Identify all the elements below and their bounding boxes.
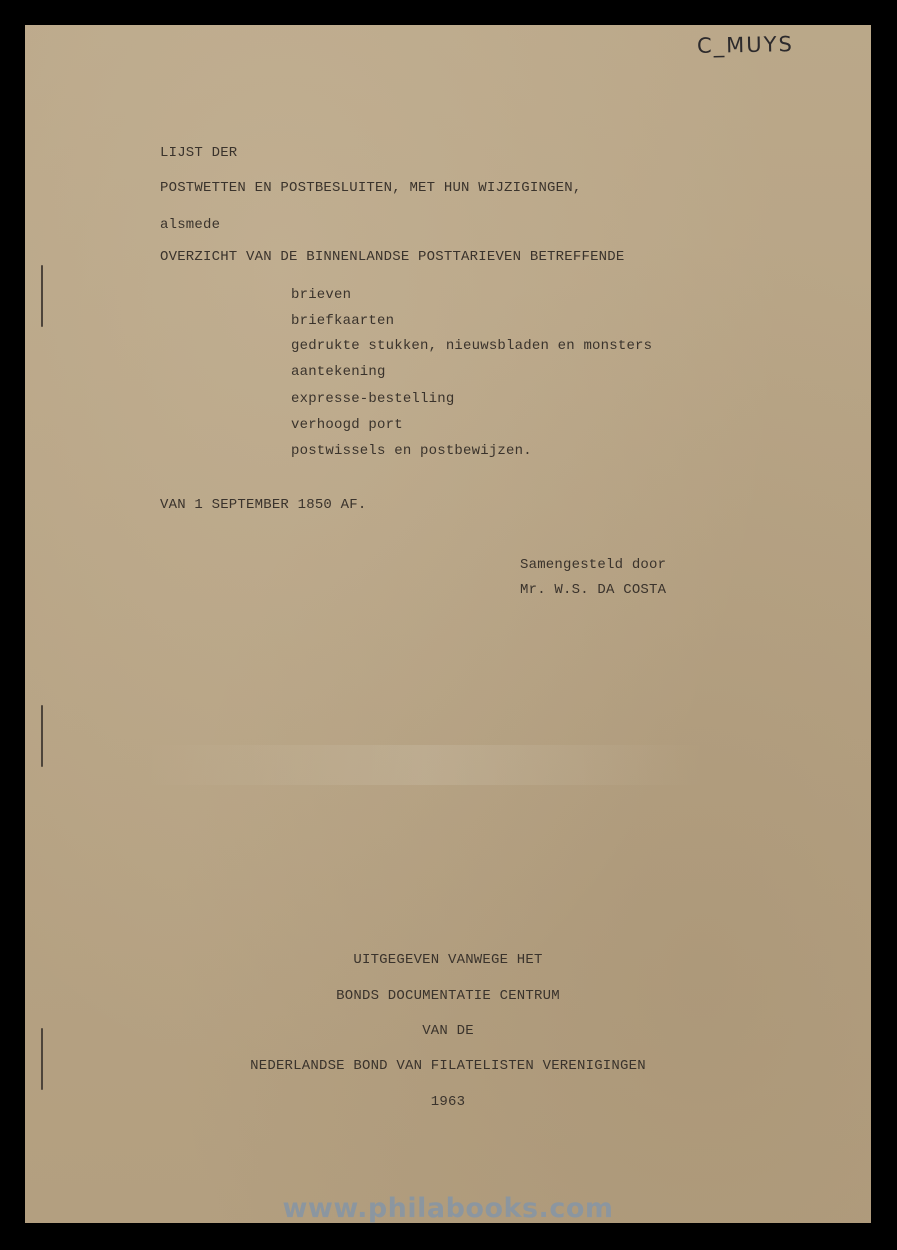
- publisher-line-3: VAN DE: [422, 1023, 474, 1039]
- title-line-2: POSTWETTEN EN POSTBESLUITEN, MET HUN WIJZIGINGEN,: [160, 180, 582, 196]
- compiler-label: Samengesteld door: [520, 557, 667, 573]
- binding-staple-middle: [41, 705, 43, 767]
- document-cover-page: [25, 25, 871, 1223]
- list-item: briefkaarten: [291, 313, 395, 329]
- title-line-4: OVERZICHT VAN DE BINNENLANDSE POSTTARIEVEN BETREFFENDE: [160, 249, 625, 265]
- binding-staple-top: [41, 265, 43, 327]
- handwritten-owner-name: C_MUYS: [696, 32, 795, 58]
- title-line-3: alsmede: [160, 217, 221, 233]
- publisher-line-2: BONDS DOCUMENTATIE CENTRUM: [336, 988, 560, 1004]
- compiler-name: Mr. W.S. DA COSTA: [520, 582, 667, 598]
- list-item: aantekening: [291, 364, 386, 380]
- site-watermark: www.philabooks.com: [282, 1193, 614, 1223]
- list-item: brieven: [291, 287, 352, 303]
- list-item: gedrukte stukken, nieuwsbladen en monsters: [291, 338, 653, 354]
- list-item: expresse-bestelling: [291, 391, 455, 407]
- paper-fold-shading: [145, 745, 705, 785]
- title-line-1: LIJST DER: [160, 145, 238, 161]
- list-item: postwissels en postbewijzen.: [291, 443, 532, 459]
- publisher-line-1: UITGEGEVEN VANWEGE HET: [353, 952, 543, 968]
- publisher-line-4: NEDERLANDSE BOND VAN FILATELISTEN VERENIGINGEN: [250, 1058, 646, 1074]
- list-item: verhoogd port: [291, 417, 403, 433]
- publication-year: 1963: [430, 1094, 466, 1110]
- date-line: VAN 1 SEPTEMBER 1850 AF.: [160, 497, 367, 513]
